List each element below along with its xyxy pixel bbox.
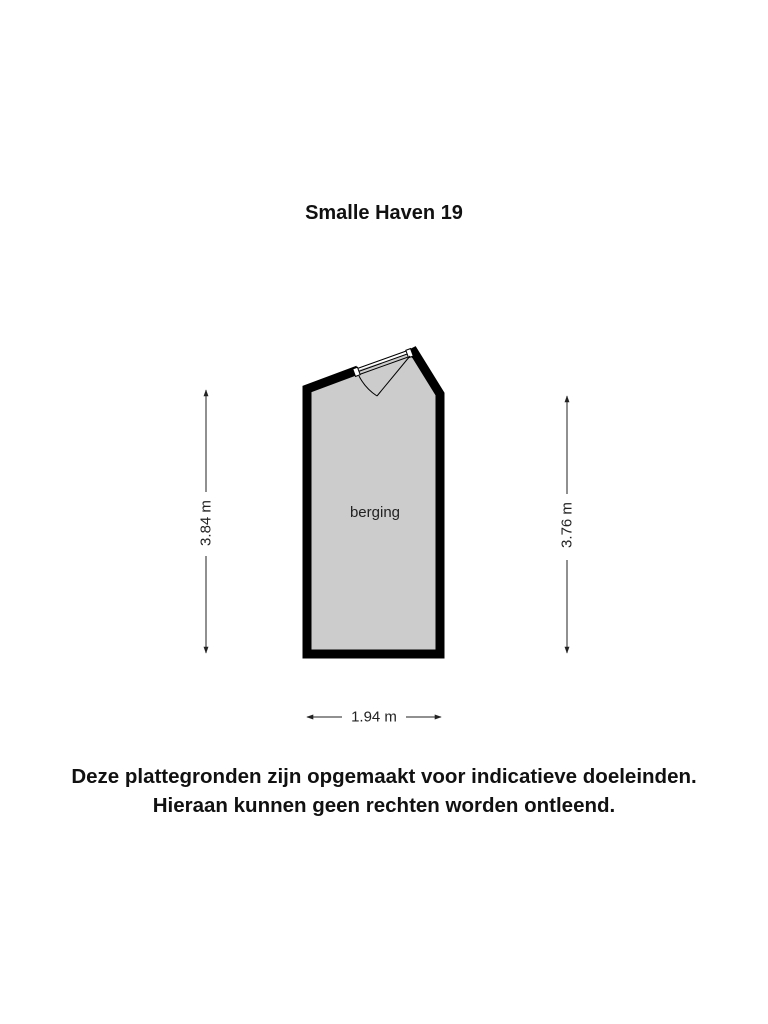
disclaimer — [0, 762, 768, 820]
disclaimer-line-2: Hieraan kunnen geen rechten worden ontleend. — [152, 794, 616, 817]
dimension-left-label: 3.84 m — [197, 500, 215, 546]
dimension-right-label: 3.76 m — [558, 502, 576, 548]
dimension-right — [559, 396, 576, 653]
plan-title: Smalle Haven 19 — [305, 202, 463, 224]
room-floor — [307, 352, 440, 654]
disclaimer-line-1: Deze plattegronden zijn opgemaakt voor indicatieve doeleinden. — [71, 765, 697, 788]
dimension-left — [198, 390, 215, 653]
dimension-bottom — [307, 709, 441, 726]
room-label: berging — [349, 504, 401, 521]
dimension-bottom-label: 1.94 m — [351, 708, 397, 726]
